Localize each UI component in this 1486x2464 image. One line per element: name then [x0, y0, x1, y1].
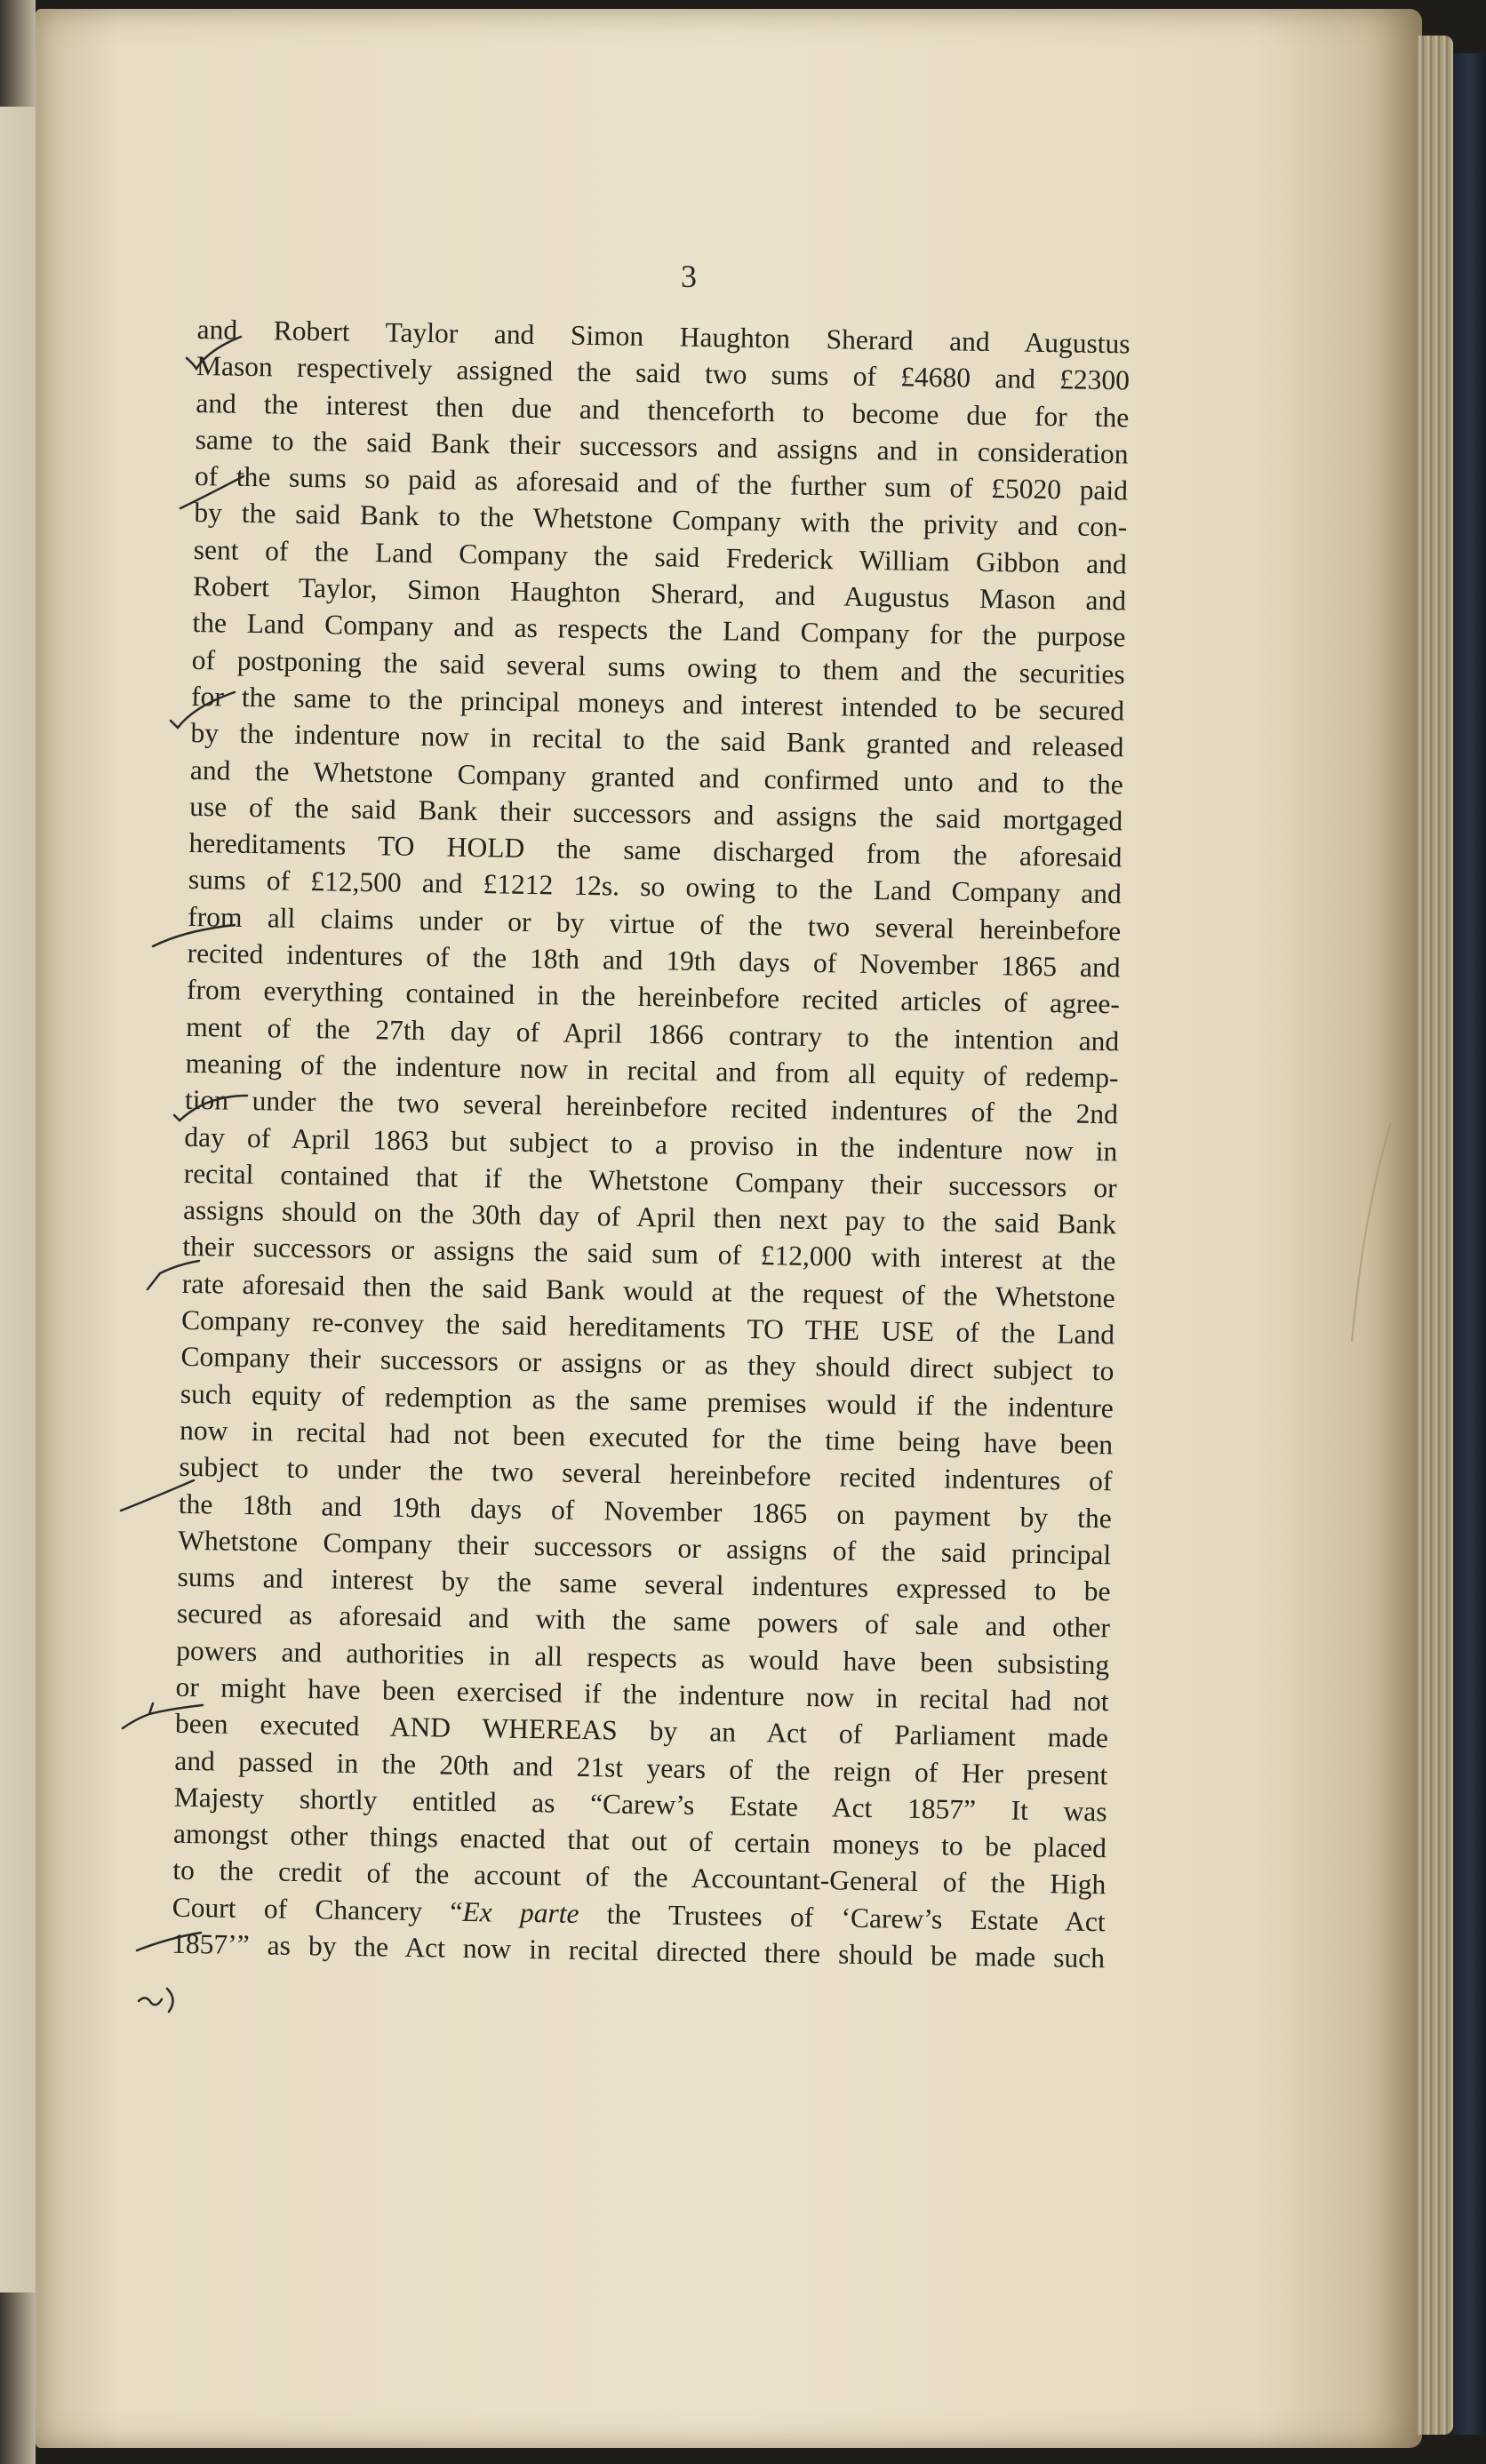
page-crease	[1346, 1120, 1400, 1355]
text-line: rate aforesaid then the said Bank would at the request of the Whetstone	[181, 1267, 1115, 1314]
handwritten-tick-icon	[167, 689, 238, 733]
handwritten-tick-icon	[182, 333, 244, 378]
text-line: amongst other things enacted that out of certain moneys to be placed	[172, 1817, 1107, 1864]
text-line: from all claims under or by virtue of the two several hereinbefore	[188, 900, 1122, 947]
body-text	[172, 311, 1130, 1977]
text-line: to the credit of the account of the Accountant-General of the High	[172, 1854, 1107, 1901]
text-line: recited indentures of the 18th and 19th days of November 1865 and	[187, 937, 1121, 984]
text-line: sums of £12,500 and £1212 12s. so owing to the Land Company and	[188, 864, 1122, 910]
text-line: and the Whetstone Company granted and confirmed unto and to the	[189, 754, 1124, 800]
text-line: and Robert Taylor and Simon Haughton Sherard and Augustus	[196, 313, 1130, 360]
handwritten-tick-icon	[117, 1475, 197, 1519]
text-line: 1857’” as by the Act now in recital directed there should be made such	[171, 1927, 1106, 1974]
handwritten-tick-icon	[142, 1257, 204, 1302]
book-cover-edge	[1453, 53, 1486, 2435]
text-line: Robert Taylor, Simon Haughton Sherard, and Augustus Mason and	[192, 570, 1127, 617]
text-line: by the said Bank to the Whetstone Company with the privity and con-	[194, 497, 1128, 543]
handwritten-tick-icon	[149, 920, 238, 955]
text-line: their successors or assigns the said sum of £12,000 with interest at the	[182, 1231, 1116, 1277]
text-line: Majesty shortly entitled as “Carew’s Estate Act 1857” It was	[173, 1781, 1107, 1828]
text-fragment: Court of Chancery “	[172, 1891, 463, 1927]
text-fragment: the Trustees of ‘Carew’s Estate Act	[579, 1897, 1106, 1938]
handwritten-mark-icon	[133, 1982, 187, 2017]
previous-page-edge	[0, 107, 37, 2293]
italic-text: Ex parte	[462, 1895, 579, 1929]
text-line: tion under the two several hereinbefore recited indentures of the 2nd	[184, 1084, 1119, 1130]
text-line: powers and authorities in all respects as would have been subsisting	[176, 1634, 1110, 1680]
text-line: of postponing the said several sums owing to them and the securities	[191, 643, 1125, 690]
text-line: ment of the 27th day of April 1866 contrary to the intention and	[186, 1010, 1120, 1057]
text-line: day of April 1863 but subject to a proviso in the indenture now in	[184, 1120, 1118, 1167]
text-line: secured as aforesaid and with the same powers of sale and other	[176, 1598, 1111, 1644]
text-line: and the interest then due and thenceforth to become due for the	[196, 387, 1130, 434]
text-line: the Land Company and as respects the Land Company for the purpose	[192, 607, 1126, 653]
text-line: such equity of redemption as the same premises would if the indenture	[180, 1377, 1114, 1423]
text-line: recital contained that if the Whetstone Company their successors or	[183, 1157, 1117, 1204]
text-line: subject to under the two several hereinbefore recited indentures of	[179, 1451, 1113, 1497]
text-line: Whetstone Company their successors or assigns of the said principal	[177, 1524, 1112, 1571]
handwritten-tick-icon	[176, 471, 247, 515]
handwritten-tick-icon	[117, 1693, 206, 1737]
text-line: hereditaments TO HOLD the same discharged from the aforesaid	[188, 827, 1122, 873]
text-line: Company their successors or assigns or as they should direct subject to	[180, 1341, 1114, 1387]
text-line: of the sums so paid as aforesaid and of the further sum of £5020 paid	[194, 460, 1129, 506]
text-line: or might have been exercised if the indenture now in recital had not	[175, 1671, 1109, 1718]
text-line: Company re-convey the said hereditaments TO THE USE of the Land	[180, 1304, 1115, 1351]
text-line: use of the said Bank their successors and assigns the said mortgaged	[188, 790, 1123, 837]
text-line: sums and interest by the same several indentures expressed to be	[177, 1560, 1111, 1607]
text-line: from everything contained in the hereinbefore recited articles of agree-	[186, 974, 1121, 1020]
text-line: same to the said Bank their successors and assigns and in consideration	[195, 423, 1129, 470]
text-line: assigns should on the 30th day of April then next pay to the said Bank	[182, 1194, 1117, 1240]
text-line: sent of the Land Company the said Frederick William Gibbon and	[193, 533, 1127, 580]
handwritten-tick-icon	[133, 1924, 204, 1959]
text-line: and passed in the 20th and 21st years of the reign of Her present	[174, 1744, 1108, 1790]
page-block-edges	[1418, 36, 1453, 2435]
text-line: been executed AND WHEREAS by an Act of Parliament made	[174, 1708, 1109, 1754]
text-line: by the indenture now in recital to the said Bank granted and released	[190, 717, 1124, 763]
text-line: meaning of the indenture now in recital and from all equity of redemp-	[185, 1047, 1119, 1094]
text-line: for the same to the principal moneys and interest intended to be secured	[190, 680, 1125, 727]
text-line: the 18th and 19th days of November 1865 on payment by the	[178, 1487, 1113, 1534]
handwritten-tick-icon	[171, 1088, 251, 1124]
text-line: now in recital had not been executed for the time being have been	[179, 1414, 1114, 1461]
text-line: Mason respectively assigned the said two sums of £4680 and £2300	[196, 350, 1130, 396]
page-number: 3	[681, 259, 697, 294]
